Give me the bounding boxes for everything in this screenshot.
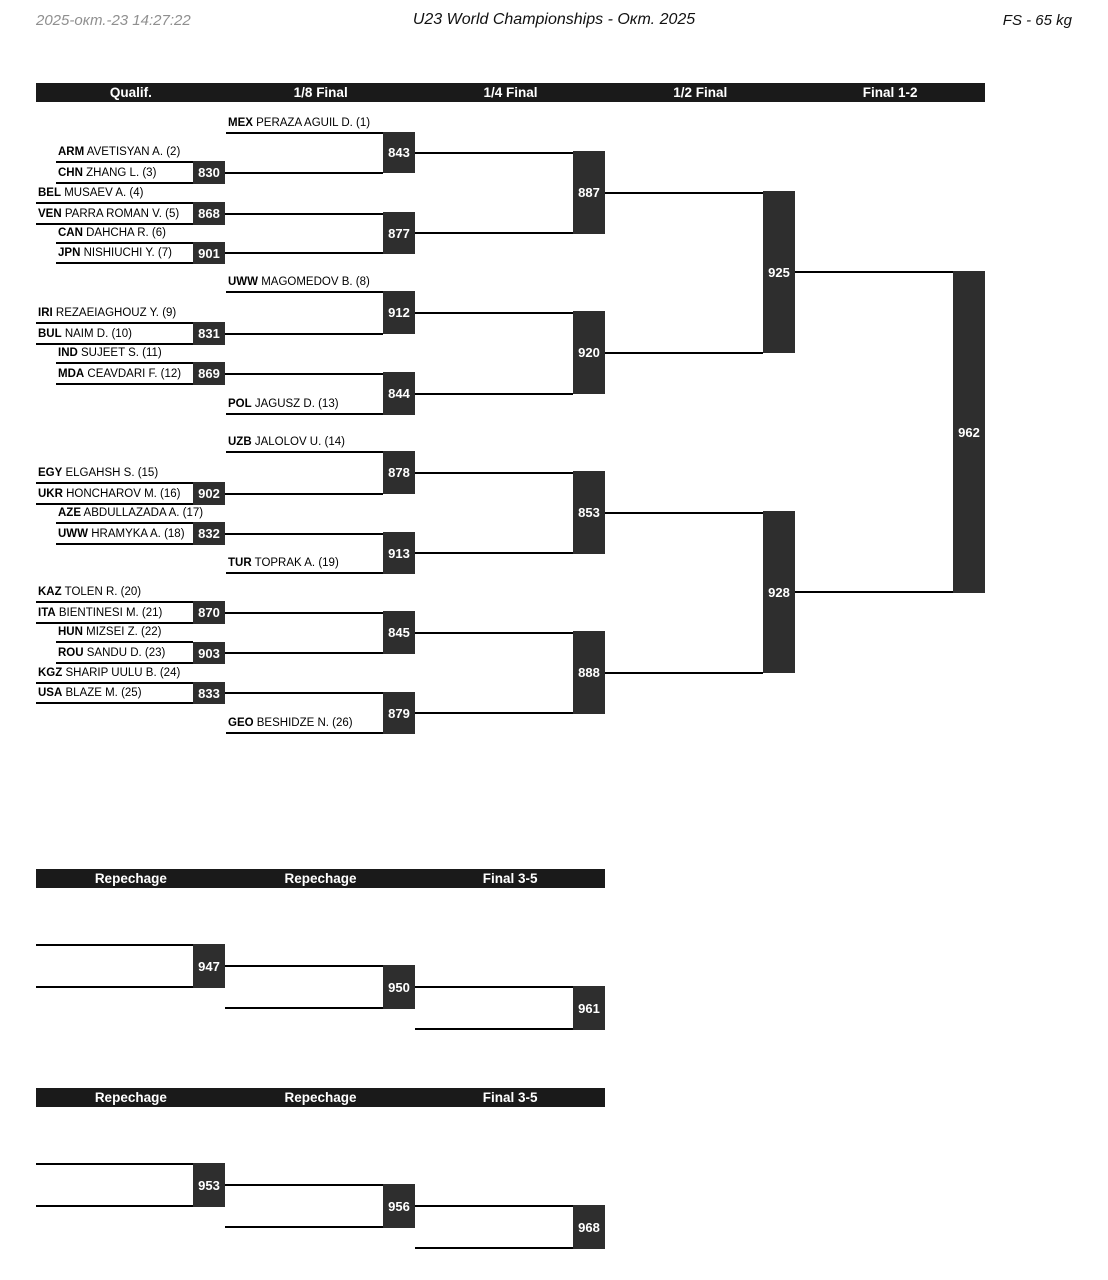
- match-box: [193, 202, 225, 225]
- athlete-entry: AZE ABDULLAZADA A. (17): [58, 507, 204, 519]
- athlete-entry: BEL MUSAEV A. (4): [38, 187, 144, 199]
- athlete-country-code: IRI: [38, 307, 53, 319]
- match-box: [383, 1184, 415, 1228]
- match-box: [573, 311, 605, 394]
- round-header-bar: [36, 869, 605, 888]
- athlete-country-code: UWW: [58, 528, 89, 540]
- athlete-country-code: USA: [38, 687, 63, 699]
- athlete-entry: POL JAGUSZ D. (13): [228, 398, 339, 410]
- match-box: [573, 631, 605, 714]
- match-number: 870: [198, 605, 220, 620]
- athlete-country-code: UWW: [228, 276, 259, 288]
- round-header-label: Repechage: [94, 1090, 167, 1105]
- match-box: [573, 151, 605, 234]
- winner-line: [415, 232, 573, 234]
- round-header-bar: [36, 1088, 605, 1107]
- match-number: 877: [388, 225, 410, 241]
- round-header-label: Final 3-5: [482, 1090, 538, 1105]
- match-box: [193, 601, 225, 624]
- match-box: [383, 965, 415, 1009]
- athlete-entry: KAZ TOLEN R. (20): [38, 586, 142, 598]
- athlete-entry: MEX PERAZA AGUIL D. (1): [228, 117, 371, 129]
- athlete-entry: EGY ELGAHSH S. (15): [38, 467, 159, 479]
- match-number: 950: [388, 979, 410, 995]
- winner-line: [415, 472, 573, 474]
- match-box: [383, 532, 415, 574]
- match-box: [573, 986, 605, 1030]
- match-number: 953: [198, 1177, 220, 1193]
- athlete-country-code: MEX: [228, 117, 253, 129]
- match-number: 887: [578, 185, 600, 200]
- winner-line: [225, 965, 383, 967]
- winner-line: [225, 652, 383, 654]
- winner-line: [415, 986, 573, 988]
- athlete-entry: UWW HRAMYKA A. (18): [58, 528, 185, 540]
- match-box: [193, 482, 225, 505]
- athlete-entry: CAN DAHCHA R. (6): [58, 227, 166, 239]
- winner-line: [225, 213, 383, 215]
- athlete-country-code: GEO: [228, 717, 254, 729]
- athlete-line: [56, 662, 193, 664]
- winner-line: [605, 352, 763, 354]
- winner-line: [605, 192, 763, 194]
- match-number: 956: [388, 1198, 410, 1214]
- athlete-line: [226, 413, 383, 415]
- match-number: 925: [768, 264, 790, 280]
- match-number: 913: [388, 545, 410, 561]
- winner-line: [225, 493, 383, 495]
- athlete-line: [56, 362, 193, 364]
- match-box: [383, 132, 415, 173]
- athlete-entry: IRI REZAEIAGHOUZ Y. (9): [38, 307, 177, 319]
- athlete-country-code: KGZ: [38, 667, 63, 679]
- athlete-country-code: UZB: [228, 436, 252, 448]
- athlete-entry: KGZ SHARIP UULU B. (24): [38, 667, 181, 679]
- athlete-line: [56, 242, 193, 244]
- athlete-entry: IND SUJEET S. (11): [58, 347, 162, 359]
- match-number: 844: [388, 386, 410, 401]
- round-header-bar: [36, 83, 985, 102]
- match-box: [193, 522, 225, 545]
- match-number: 947: [198, 958, 220, 974]
- winner-line: [415, 712, 573, 714]
- athlete-entry: JPN NISHIUCHI Y. (7): [58, 247, 172, 259]
- athlete-line: [56, 161, 193, 163]
- winner-line: [415, 1205, 573, 1207]
- round-header-label: Repechage: [94, 871, 167, 886]
- winner-line: [605, 672, 763, 674]
- winner-line: [415, 312, 573, 314]
- athlete-line: [36, 202, 193, 204]
- athlete-line: [36, 223, 193, 225]
- match-number: 888: [578, 665, 600, 680]
- athlete-entry: USA BLAZE M. (25): [38, 687, 142, 699]
- athlete-line: [56, 641, 193, 643]
- match-number: 903: [198, 645, 220, 661]
- athlete-line: [56, 383, 193, 385]
- match-box: [953, 271, 985, 593]
- match-box: [193, 944, 225, 988]
- page-title: U23 World Championships - Окт. 2025: [412, 11, 696, 28]
- match-box: [383, 291, 415, 334]
- match-number: 902: [198, 486, 220, 501]
- repechage-line: [225, 1007, 383, 1009]
- winner-line: [225, 612, 383, 614]
- winner-line: [415, 552, 573, 554]
- athlete-entry: ARM AVETISYAN A. (2): [58, 146, 181, 158]
- athlete-country-code: IND: [58, 347, 78, 359]
- match-box: [193, 642, 225, 664]
- athlete-country-code: MDA: [58, 368, 85, 380]
- athlete-country-code: KAZ: [38, 586, 62, 598]
- athlete-line: [226, 291, 383, 293]
- repechage-line: [225, 1226, 383, 1228]
- match-box: [383, 372, 415, 415]
- match-box: [383, 692, 415, 734]
- repechage-line: [36, 1205, 193, 1207]
- match-number: 912: [388, 305, 410, 320]
- match-box: [193, 161, 225, 184]
- athlete-entry: CHN ZHANG L. (3): [58, 167, 157, 179]
- athlete-entry: TUR TOPRAK A. (19): [228, 557, 339, 569]
- winner-line: [415, 393, 573, 395]
- repechage-line: [36, 1163, 193, 1165]
- weight-class-label: FS - 65 kg: [1002, 12, 1072, 29]
- athlete-line: [226, 132, 383, 134]
- match-number: 831: [198, 326, 220, 341]
- winner-line: [225, 333, 383, 335]
- athlete-entry: ITA BIENTINESI M. (21): [38, 607, 163, 619]
- match-box: [193, 1163, 225, 1207]
- athlete-entry: UKR HONCHAROV M. (16): [38, 488, 181, 500]
- athlete-entry: MDA CEAVDARI F. (12): [58, 368, 182, 380]
- athlete-country-code: BEL: [38, 187, 61, 199]
- winner-line: [415, 152, 573, 154]
- athlete-line: [226, 451, 383, 453]
- athlete-country-code: VEN: [38, 208, 62, 220]
- athlete-country-code: ROU: [58, 647, 84, 659]
- match-box: [573, 1205, 605, 1249]
- timestamp: 2025-окт.-23 14:27:22: [36, 12, 191, 29]
- athlete-entry: UWW MAGOMEDOV B. (8): [228, 276, 370, 288]
- match-number: 830: [198, 165, 220, 180]
- winner-line: [415, 632, 573, 634]
- round-header-label: 1/2 Final: [673, 85, 728, 100]
- match-number: 968: [578, 1219, 600, 1235]
- match-box: [383, 611, 415, 654]
- round-header-label: 1/4 Final: [483, 85, 538, 100]
- match-box: [193, 682, 225, 704]
- athlete-country-code: CHN: [58, 167, 83, 179]
- athlete-country-code: UKR: [38, 488, 63, 500]
- athlete-line: [56, 522, 193, 524]
- athlete-country-code: HUN: [58, 626, 83, 638]
- match-number: 962: [958, 424, 980, 440]
- athlete-line: [36, 601, 193, 603]
- match-number: 868: [198, 206, 220, 221]
- athlete-line: [56, 543, 193, 545]
- winner-line: [225, 252, 383, 254]
- match-box: [763, 191, 795, 353]
- match-number: 869: [198, 366, 220, 381]
- athlete-entry: GEO BESHIDZE N. (26): [228, 717, 353, 729]
- athlete-line: [226, 732, 383, 734]
- match-box: [383, 212, 415, 254]
- winner-line: [225, 373, 383, 375]
- round-header-label: Qualif.: [109, 85, 152, 100]
- winner-line: [225, 172, 383, 174]
- match-number: 878: [388, 465, 410, 480]
- athlete-country-code: EGY: [38, 467, 63, 479]
- repechage-line: [415, 1028, 573, 1030]
- athlete-line: [36, 503, 193, 505]
- match-box: [193, 242, 225, 264]
- winner-line: [605, 512, 763, 514]
- match-number: 832: [198, 526, 220, 541]
- winner-line: [225, 1184, 383, 1186]
- match-number: 853: [578, 505, 600, 520]
- match-number: 845: [388, 625, 410, 640]
- match-number: 901: [198, 245, 220, 261]
- repechage-line: [36, 986, 193, 988]
- match-box: [383, 451, 415, 494]
- athlete-country-code: CAN: [58, 227, 83, 239]
- athlete-entry: ROU SANDU D. (23): [58, 647, 166, 659]
- match-box: [573, 471, 605, 554]
- match-number: 928: [768, 584, 790, 600]
- match-box: [193, 362, 225, 385]
- round-header-label: Final 1-2: [862, 85, 918, 100]
- match-number: 961: [578, 1000, 600, 1016]
- athlete-line: [56, 262, 193, 264]
- athlete-entry: UZB JALOLOV U. (14): [228, 436, 345, 448]
- athlete-line: [36, 322, 193, 324]
- athlete-country-code: POL: [228, 398, 252, 410]
- repechage-line: [36, 944, 193, 946]
- winner-line: [225, 533, 383, 535]
- winner-line: [795, 591, 953, 593]
- match-number: 920: [578, 345, 600, 360]
- athlete-country-code: ITA: [38, 607, 56, 619]
- match-box: [193, 322, 225, 345]
- athlete-entry: HUN MIZSEI Z. (22): [58, 626, 162, 638]
- match-number: 879: [388, 705, 410, 721]
- round-header-label: Repechage: [284, 871, 357, 886]
- athlete-entry: BUL NAIM D. (10): [38, 328, 132, 340]
- athlete-line: [56, 182, 193, 184]
- athlete-line: [36, 622, 193, 624]
- athlete-country-code: BUL: [38, 328, 62, 340]
- athlete-line: [36, 343, 193, 345]
- athlete-country-code: ARM: [58, 146, 85, 158]
- round-header-label: Repechage: [284, 1090, 357, 1105]
- round-header-label: 1/8 Final: [293, 85, 348, 100]
- athlete-line: [36, 702, 193, 704]
- match-box: [763, 511, 795, 673]
- match-number: 833: [198, 685, 220, 701]
- athlete-entry: VEN PARRA ROMAN V. (5): [38, 208, 180, 220]
- repechage-line: [415, 1247, 573, 1249]
- match-number: 843: [388, 145, 410, 160]
- winner-line: [795, 271, 953, 273]
- athlete-line: [36, 482, 193, 484]
- athlete-line: [36, 682, 193, 684]
- athlete-country-code: AZE: [58, 507, 81, 519]
- athlete-country-code: JPN: [58, 247, 81, 259]
- winner-line: [225, 692, 383, 694]
- athlete-line: [226, 572, 383, 574]
- round-header-label: Final 3-5: [482, 871, 538, 886]
- athlete-country-code: TUR: [228, 557, 252, 569]
